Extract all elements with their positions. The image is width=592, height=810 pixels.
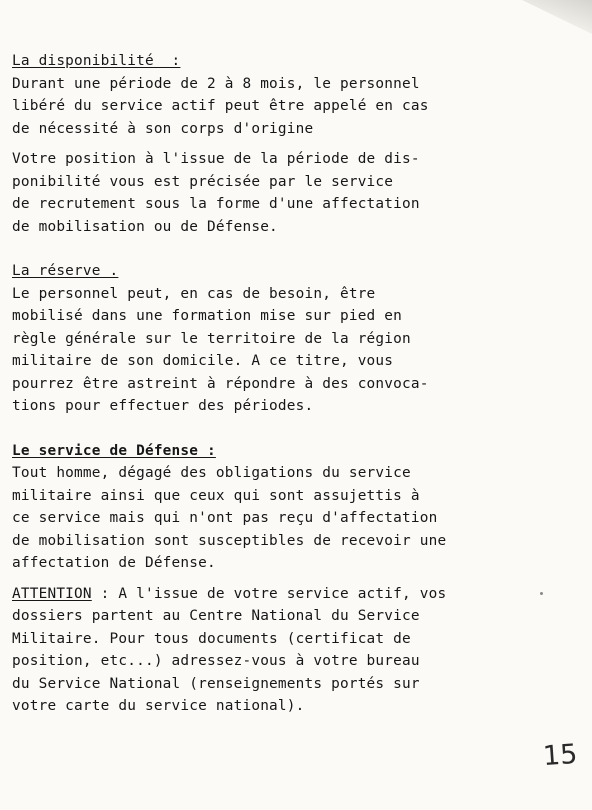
text-line: de mobilisation ou de Défense. (12, 218, 278, 235)
text-line: de recrutement sous la forme d'une affectation (12, 196, 420, 212)
text-line: affectation de Défense. (12, 555, 216, 571)
text-line: militaire ainsi que ceux qui sont assujettis à (12, 487, 420, 504)
text-line: ponibilité vous est précisée par le service (12, 173, 394, 190)
text-line: Militaire. Pour tous documents (certificat de (12, 630, 411, 647)
text-line: Le personnel peut, en cas de besoin, être (12, 285, 376, 302)
attention-first-line: : A l'issue de votre service actif, vos (91, 585, 447, 602)
text-line: règle générale sur le territoire de la région (12, 330, 411, 347)
section-heading-disponibilite: La disponibilité : (12, 53, 181, 69)
text-line: libéré du service actif peut être appelé en cas (12, 98, 429, 114)
text-line: de mobilisation sont susceptibles de recevoir une (12, 532, 447, 549)
text-line: du Service National (renseignements portés sur (12, 675, 420, 692)
text-line: de nécessité à son corps d'origine (12, 120, 314, 137)
section-service-defense (12, 440, 512, 575)
text-line: militaire de son domicile. A ce titre, vous (12, 353, 394, 369)
text-line: Votre position à l'issue de la période de dis- (12, 151, 420, 167)
section-reserve (12, 260, 512, 418)
section-heading-service-defense: Le service de Défense : (12, 442, 216, 459)
text-line: tions pour effectuer des périodes. (12, 398, 314, 414)
handwritten-page-number: 15 (541, 738, 579, 773)
attention-label: ATTENTION (12, 585, 92, 602)
attention-line (12, 583, 512, 606)
paper-speck (540, 592, 543, 595)
text-line: ce service mais qui n'ont pas reçu d'affectation (12, 510, 438, 526)
page-curl (522, 0, 592, 34)
text-line: votre carte du service national). (12, 698, 305, 714)
section-disponibilite (12, 50, 512, 238)
document-body (12, 50, 512, 718)
text-line: position, etc...) adressez-vous à votre bureau (12, 653, 420, 669)
text-line: Durant une période de 2 à 8 mois, le personnel (12, 75, 420, 92)
section-attention (12, 583, 512, 718)
text-line: Tout homme, dégagé des obligations du service (12, 465, 411, 481)
text-line: mobilisé dans une formation mise sur pied en (12, 308, 403, 324)
text-line: dossiers partent au Centre National du Service (12, 608, 420, 624)
text-line: pourrez être astreint à répondre à des convoca- (12, 375, 429, 392)
section-heading-reserve: La réserve . (12, 263, 119, 279)
